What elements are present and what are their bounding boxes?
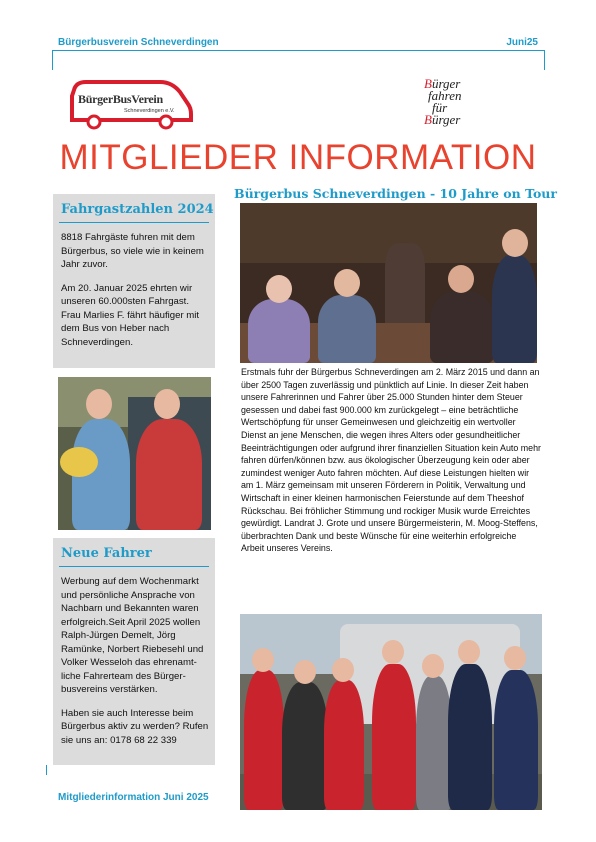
logo-line-1: Bürger [424, 76, 461, 91]
celebration-photo [240, 203, 537, 363]
article-body: Erstmals fuhr der Bürgerbus Schneverdingen am 2. März 2015 und dann an über 2500 Tagen zuverlässig und pünktlich auf Linie. In dieser Zeit haben unsere Fahrerinnen und Fahrer über 25.000 Stunden hinter dem Steuer gesessen und dabei fast 900.000 km zurückgelegt – eine beträchtliche Wertschöpfung für unser Gemeinwesen und gleichzeitig ein wertvoller Dienst an jene Menschen, die wegen ihres Alters oder gesundheitlicher Beeinträchtigungen oder aufgrund ihrer finanziellen Situation kein Auto mehr fahren dürfen/können bzw. aus ökologischer Überzeugung kein oder aber zumindest weniger Auto fahren möchten. Auf diese Leistungen hielten wir am 1. März gemeinsam mit unseren Förderern in Politik, Verwaltung und Wirtschaft in einer kleinen harmonischen Feierstunde auf dem Theeshof Rückschau. Bei fröhlicher Stimmung und rockiger Musik wurde Erreichtes gewürdigt. Landrat J. Grote und unsere Bürgermeisterin, M. Moog-Steffens, überbrachten Dank und beste Wünsche für eine weiterhin erfolgreiche Arbeit unseres Vereins. [241, 367, 541, 554]
header-issue: Juni25 [506, 37, 538, 48]
right-logo [424, 78, 494, 126]
person-5-head [422, 654, 444, 678]
person-2 [282, 682, 328, 810]
person-1 [244, 670, 284, 810]
header-org: Bürgerbusverein Schneverdingen [58, 37, 219, 48]
stats-title-rule [59, 222, 209, 223]
person-4 [372, 664, 416, 810]
bottom-left-rule [46, 765, 47, 775]
drivers-title-rule [59, 566, 209, 567]
logo-line-3: für [432, 100, 448, 115]
woman-2-head [154, 389, 180, 419]
drivers-title: Neue Fahrer [61, 546, 152, 561]
stats-text [61, 231, 211, 359]
flower-bouquet [60, 447, 98, 477]
stats-p2: Am 20. Januar 2025 ehrten wir unseren 60.000sten Fahrgast. Frau Marlies F. fährt häufiger mit dem Bus von Heber nach Schneverdingen. [61, 282, 200, 348]
man-dark-jacket-head [448, 265, 474, 293]
stats-p1: 8818 Fahrgäste fuhren mit dem Bürgerbus, so viele wie in keinem Jahr zuvor. [61, 232, 204, 270]
person-7-head [504, 646, 526, 670]
seated-woman-right [318, 295, 376, 363]
drivers-p1: Werbung auf dem Wochenmarkt und persönliche Ansprache von Nachbarn und Bekannten waren erfolgreich.Seit April 2025 wollen Ralph-Jürgen Demelt, Jörg Ramünke, Norbert Riebesehl und Volker Wesseloh das ehrenamt-liche Fahrerteam des Bürger-busvereins verstärken. [61, 576, 204, 695]
group-photo [240, 614, 542, 810]
man-dark-jacket [430, 291, 494, 363]
buergerbus-logo [68, 78, 194, 130]
logo-line-4: Bürger [424, 112, 461, 127]
background-guests [385, 243, 425, 323]
person-3 [324, 680, 364, 810]
logo-sub: Schneverdingen e.V. [124, 108, 175, 114]
footer-text: Mitgliederinformation Juni 2025 [58, 792, 209, 803]
article-heading: Bürgerbus Schneverdingen - 10 Jahre on Tour [234, 186, 557, 201]
logo-line-2: fahren [428, 88, 462, 103]
seated-woman-right-head [334, 269, 360, 297]
logo-line-1-rest: ürger [431, 76, 461, 91]
page-title: MITGLIEDER INFORMATION [59, 138, 537, 177]
person-3-head [332, 658, 354, 682]
person-1-head [252, 648, 274, 672]
person-5 [416, 676, 452, 810]
standing-man-head [502, 229, 528, 257]
left-border [52, 50, 53, 70]
seated-woman-left-head [266, 275, 292, 303]
person-4-head [382, 640, 404, 664]
header-rule [52, 50, 544, 51]
person-2-head [294, 660, 316, 684]
standing-man [492, 255, 537, 363]
right-border [544, 50, 545, 70]
drivers-text [61, 575, 211, 757]
seated-woman-left [248, 299, 310, 363]
woman-red-jacket [136, 419, 202, 530]
stats-title: Fahrgastzahlen 2024 [61, 202, 214, 217]
person-6-head [458, 640, 480, 664]
woman-1-head [86, 389, 112, 419]
sidebar-box-drivers [53, 538, 215, 765]
person-7 [494, 670, 538, 810]
person-6 [448, 664, 492, 810]
logo-name: BürgerBusVerein [78, 92, 163, 106]
passenger-photo [58, 377, 211, 530]
sidebar-box-stats [53, 194, 215, 368]
drivers-p2: Haben sie auch Interesse beim Bürgerbus aktiv zu werden? Rufen sie uns an: 0178 68 22 339 [61, 707, 209, 746]
